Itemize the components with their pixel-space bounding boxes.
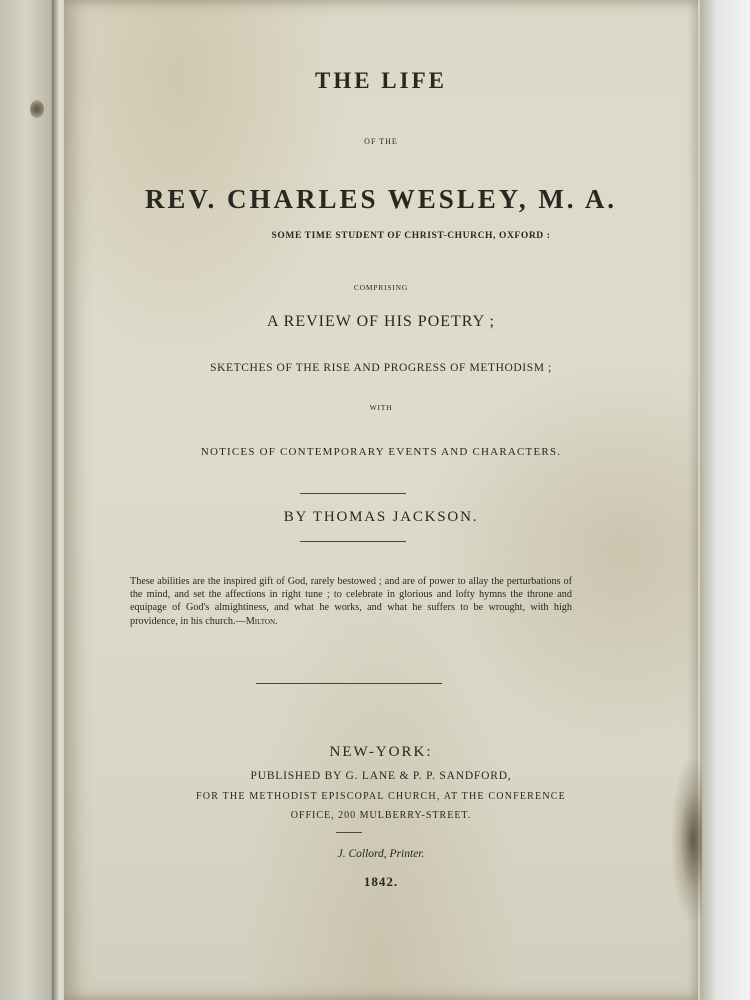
ink-stain — [30, 100, 44, 118]
book-title: THE LIFE — [314, 68, 447, 93]
publisher-for-line: FOR THE METHODIST EPISCOPAL CHURCH, AT THE CONFERENCE — [196, 791, 566, 802]
subject-name: REV. CHARLES WESLEY, M. A. — [144, 184, 618, 214]
publisher-line: PUBLISHED BY G. LANE & P. P. SANDFORD, — [250, 770, 512, 782]
part-two: SKETCHES OF THE RISE AND PROGRESS OF METHODISM ; — [210, 362, 552, 374]
of-the-text: OF THE — [364, 137, 398, 146]
divider-rule — [256, 683, 442, 684]
comprising-text: COMPRISING — [353, 283, 409, 292]
divider-rule — [300, 541, 406, 542]
printer-line: J. Collord, Printer. — [337, 848, 425, 860]
part-one: A REVIEW OF HIS POETRY ; — [266, 313, 495, 330]
divider-rule — [300, 493, 406, 494]
with-text: WITH — [369, 403, 393, 412]
left-page — [0, 0, 58, 1000]
publication-year: 1842. — [363, 874, 399, 889]
background-surface — [700, 0, 750, 1000]
divider-rule — [336, 832, 362, 833]
publication-place: NEW-YORK: — [329, 744, 433, 760]
epigraph-text: These abilities are the inspired gift of God, rarely bestowed ; and are of power to allay the perturbations of the mind, and set the affections in right tune ; to celebrate in glorious and lofty hymns the throne and equipage of God's almightiness, and what he works, and what he suffers to be wrought, with high providence, in his church.— — [130, 576, 572, 627]
subject-note: SOME TIME STUDENT OF CHRIST-CHURCH, OXFORD : — [271, 231, 551, 241]
epigraph-source: Milton. — [245, 615, 278, 627]
part-three: NOTICES OF CONTEMPORARY EVENTS AND CHARACTERS. — [200, 446, 562, 458]
publisher-office-line: OFFICE, 200 MULBERRY-STREET. — [290, 810, 472, 821]
page-stain — [672, 760, 702, 920]
epigraph — [130, 575, 572, 628]
author-line: BY THOMAS JACKSON. — [283, 509, 479, 525]
title-page — [64, 0, 698, 1000]
